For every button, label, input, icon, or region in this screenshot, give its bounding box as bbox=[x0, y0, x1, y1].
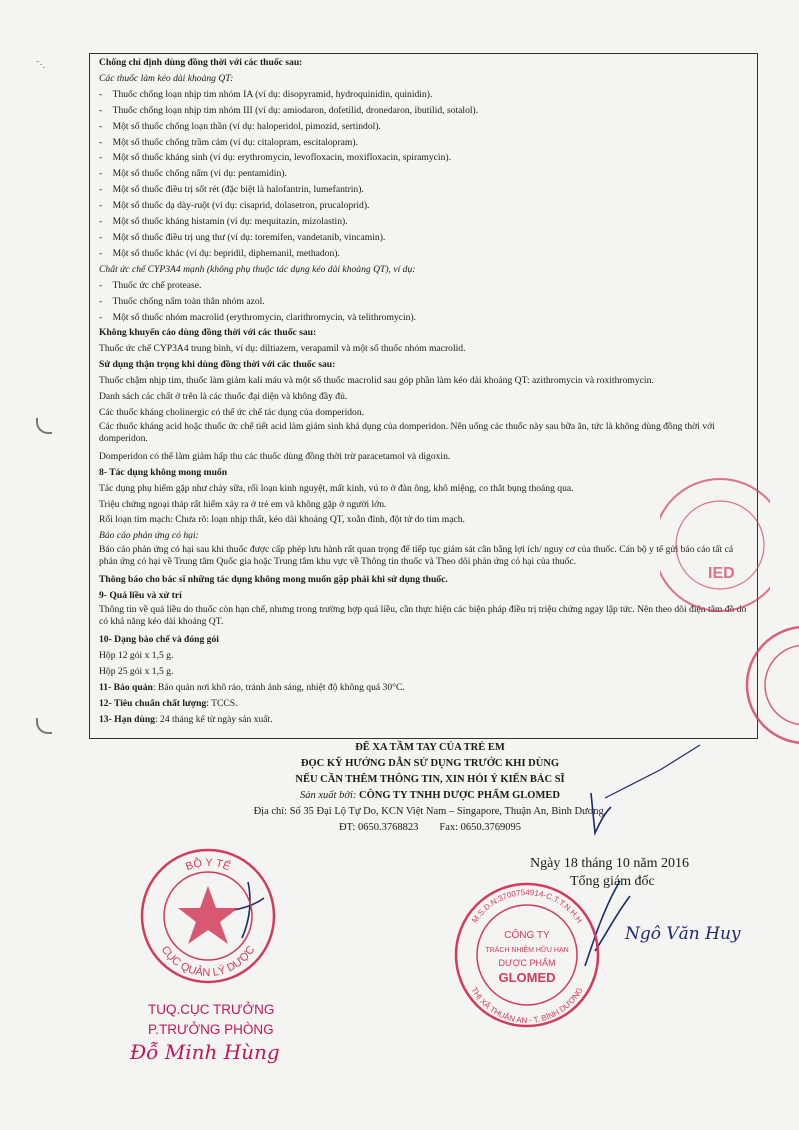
list-item: - Một số thuốc khác (ví dụ: bepridil, diphemanil, methadon). bbox=[99, 246, 754, 262]
package-item: Hộp 12 gói x 1,5 g. bbox=[99, 650, 174, 661]
list-item: - Một số thuốc dạ dày-ruột (ví dụ: cisaprid, dolasetron, prucaloprid). bbox=[99, 198, 754, 214]
package-item: Hộp 25 gói x 1,5 g. bbox=[99, 665, 174, 677]
list-item: - Một số thuốc điều trị ung thư (ví dụ: toremifen, vandetanib, vincamin). bbox=[99, 230, 754, 246]
section-11-label: 11- Bảo quản bbox=[99, 681, 153, 693]
not-recommended-heading: Không khuyến cáo dùng đồng thời với các thuốc sau: bbox=[99, 327, 317, 339]
manufacturer-address: Địa chỉ: Số 35 Đại Lộ Tự Do, KCN Việt Nam – Singapore, Thuận An, Bình Dương. bbox=[253, 806, 607, 817]
ministry-stamp-icon bbox=[138, 846, 278, 986]
paragraph: Các thuốc kháng acid hoặc thuốc ức chế tiết acid làm giảm sinh khả dụng của domperidon. Nên uống các thuốc này sau bữa ăn, tức là không dùng đồng thời với domperidon. bbox=[99, 420, 715, 444]
partial-stamp-icon bbox=[660, 470, 770, 620]
manufacturer-label: Sản xuất bởi: bbox=[300, 790, 357, 801]
section-13-text: : 24 tháng kể từ ngày sản xuất. bbox=[154, 713, 273, 725]
list-item: - Thuốc chống nấm toàn thân nhóm azol. bbox=[99, 294, 754, 310]
list-item: - Một số thuốc kháng histamin (ví dụ: mequitazin, mizolastin). bbox=[99, 214, 754, 230]
paragraph: Thông tin về quá liều do thuốc còn hạn chế, nhưng trong trường hợp quá liều, cần thực hiện các biện pháp điều trị triệu chứng ngay lập tức. Nên theo dõi điện tâm đồ do có khả năng kéo dài khoảng QT. bbox=[99, 604, 747, 628]
paragraph: Danh sách các chất ở trên là các thuốc đại diện và không đầy đủ. bbox=[99, 391, 348, 403]
paragraph: Domperidon có thể làm giảm hấp thu các thuốc dùng đồng thời trừ paracetamol và digoxin. bbox=[99, 450, 451, 462]
cyp-subheading: Chất ức chế CYP3A4 mạnh (không phụ thuộc tác dụng kéo dài khoảng QT), ví dụ: bbox=[99, 263, 416, 275]
not-recommended-text: Thuốc ức chế CYP3A4 trung bình, ví dụ: diltiazem, verapamil và một số thuốc nhóm macrolid. bbox=[99, 343, 466, 355]
report-subheading: Báo cáo phản ứng có hại: bbox=[99, 530, 199, 542]
stamp-text: GLOMED bbox=[498, 970, 556, 985]
warning-line: ĐỌC KỸ HƯỚNG DẪN SỬ DỤNG TRƯỚC KHI DÙNG bbox=[300, 758, 560, 769]
list-item: - Một số thuốc chống loạn thần (ví dụ: haloperidol, pimozid, sertindol). bbox=[99, 119, 754, 135]
paragraph: Báo cáo phản ứng có hại sau khi thuốc được cấp phép lưu hành rất quan trọng để tiếp tục giám sát cân bằng lợi ích/ nguy cơ của thuốc. Cán bộ y tế gửi báo cáo tất cả phản ứng có hại về Trung tâm Quốc gia hoặc Trung tâm khu vực về Thông tin thuốc và Theo dõi phản ứng có hại của thuốc. bbox=[99, 544, 734, 568]
paragraph: Triệu chứng ngoại tháp rất hiếm xảy ra ở trẻ em và không gặp ở người lớn. bbox=[99, 498, 387, 510]
list-item: - Thuốc chống loạn nhịp tim nhóm IA (ví dụ: disopyramid, hydroquinidin, quinidin). bbox=[99, 87, 754, 103]
authority-line: TUQ.CỤC TRƯỞNG bbox=[148, 1002, 275, 1017]
list-item: - Một số thuốc kháng sinh (ví dụ: erythromycin, levofloxacin, moxifloxacin, spiramycin). bbox=[99, 150, 754, 166]
fax: Fax: 0650.3769095 bbox=[439, 822, 522, 833]
stamp-text: BỘ Y TẾ bbox=[184, 856, 232, 874]
paragraph: Rối loạn tim mạch: Chưa rõ: loạn nhịp thất, kéo dài khoảng QT, xoắn đỉnh, đột tử do tim mạch. bbox=[99, 514, 465, 526]
qt-subheading: Các thuốc làm kéo dài khoảng QT: bbox=[99, 72, 234, 84]
list-item: - Một số thuốc chống trầm cảm (ví dụ: citalopram, escitalopram). bbox=[99, 135, 754, 151]
caution-heading: Sử dụng thận trọng khi dùng đồng thời với các thuốc sau: bbox=[99, 359, 336, 371]
list-item: - Thuốc ức chế protease. bbox=[99, 278, 754, 294]
stamp-text: CÔNG TY bbox=[504, 930, 550, 941]
paragraph: Các thuốc kháng cholinergic có thể ức chế tác dụng của domperidon. bbox=[99, 406, 365, 418]
contraindication-heading: Chống chỉ định dùng đồng thời với các thuốc sau: bbox=[99, 57, 303, 68]
list-item: - Một số thuốc chống nấm (ví dụ: pentamidin). bbox=[99, 166, 754, 182]
stamp-text: TRÁCH NHIỆM HỮU HẠN bbox=[485, 947, 569, 954]
company-stamp-icon bbox=[452, 880, 602, 1030]
section-9-heading: 9- Quá liều và xử trí bbox=[99, 590, 182, 602]
svg-text:BỘ Y TẾ bbox=[184, 856, 232, 873]
notify-doctor-text: Thông báo cho bác sĩ những tác dụng không mong muốn gặp phải khi sử dụng thuốc. bbox=[99, 574, 448, 586]
leaflet-body bbox=[99, 55, 754, 728]
stamp-text: DƯỢC PHẨM bbox=[498, 958, 556, 968]
scan-speck: ˉ·. bbox=[36, 60, 46, 71]
stamp-text: CỤC QUẢN LÝ DƯỢC bbox=[158, 943, 258, 980]
section-10-heading: 10- Dạng bào chế và đóng gói bbox=[99, 634, 219, 646]
director-signer-name: Ngô Văn Huy bbox=[625, 924, 741, 944]
paragraph: Thuốc chậm nhịp tim, thuốc làm giảm kali máu và một số thuốc macrolid sau góp phần làm kéo dài khoảng QT: azithromycin và roxithromycin. bbox=[99, 375, 654, 387]
list-item: - Một số thuốc điều trị sốt rét (đặc biệt là halofantrin, lumefantrin). bbox=[99, 182, 754, 198]
section-12-label: 12- Tiêu chuẩn chất lượng bbox=[99, 697, 207, 709]
authority-signer-name: Đỗ Minh Hùng bbox=[130, 1040, 280, 1064]
manufacturer-name: CÔNG TY TNHH DƯỢC PHẨM GLOMED bbox=[359, 790, 560, 801]
svg-text:M.S.D.N:3700754914-C.T.T.N.H.H bbox=[470, 888, 584, 925]
authority-title bbox=[148, 1000, 274, 1040]
svg-text:IED: IED bbox=[708, 565, 735, 582]
stamp-text: M.S.D.N:3700754914-C.T.T.N.H.H bbox=[470, 887, 584, 925]
section-11-text: : Bảo quản nơi khô ráo, tránh ánh sáng, nhiệt độ không quá 30°C. bbox=[152, 681, 405, 693]
punch-hole-mark bbox=[36, 718, 52, 734]
section-13-label: 13- Hạn dùng bbox=[99, 713, 155, 725]
grid-signature-icon bbox=[600, 740, 720, 800]
list-item: - Thuốc chống loạn nhịp tim nhóm III (ví dụ: amiodaron, dofetilid, dronedaron, ibutilid, sotalol). bbox=[99, 103, 754, 119]
section-8-heading: 8- Tác dụng không mong muốn bbox=[99, 466, 228, 478]
sign-date: Ngày 18 tháng 10 năm 2016 bbox=[530, 856, 690, 871]
phone: ĐT: 0650.3768823 bbox=[338, 822, 419, 833]
warning-line: NẾU CẦN THÊM THÔNG TIN, XIN HỎI Ý KIẾN BÁC SĨ bbox=[295, 774, 565, 785]
edge-stamp-icon bbox=[740, 620, 799, 750]
punch-hole-mark bbox=[36, 418, 52, 434]
warning-line: ĐỂ XA TẦM TAY CỦA TRẺ EM bbox=[355, 742, 505, 753]
section-12-text: : TCCS. bbox=[206, 697, 238, 709]
authority-line: P.TRƯỞNG PHÒNG bbox=[148, 1022, 274, 1037]
paragraph: Tác dụng phụ hiếm gặp như chảy sữa, rối loạn kinh nguyệt, mất kinh, vú to ở đàn ông, khô miệng, co thắt bụng thoáng qua. bbox=[99, 482, 574, 494]
list-item: - Một số thuốc nhóm macrolid (erythromycin, clarithromycin, và telithromycin). bbox=[99, 310, 754, 326]
director-title: Tổng giám đốc bbox=[570, 874, 655, 889]
svg-text:CỤC QUẢN LÝ DƯỢC bbox=[159, 944, 258, 979]
stamp-text: THỊ XÃ THUẬN AN - T. BÌNH DƯƠNG bbox=[469, 985, 585, 1026]
